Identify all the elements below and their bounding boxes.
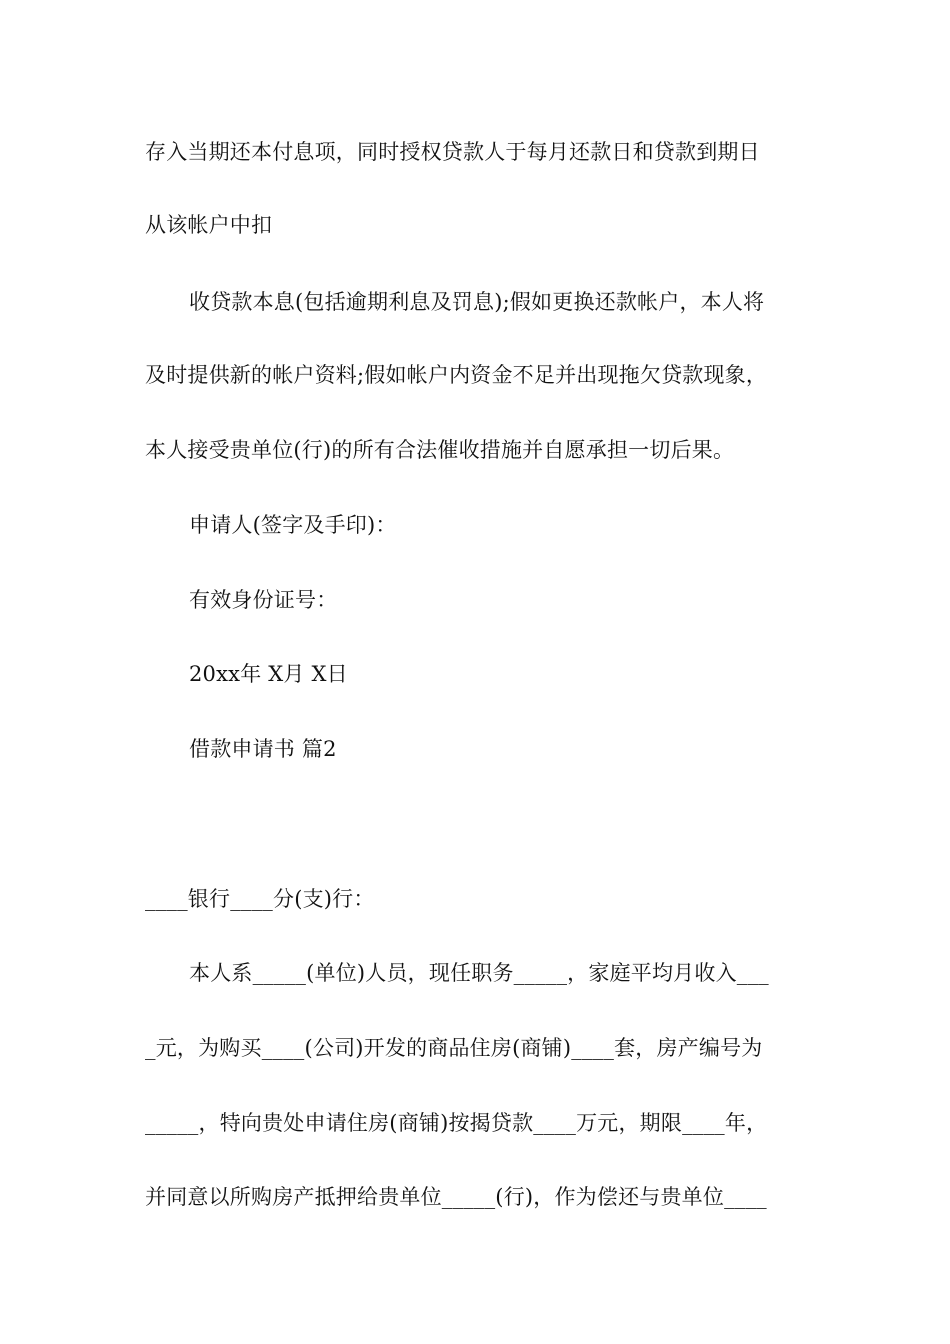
paragraph-line: 本人系_____(单位)人员，现任职务_____，家庭平均月收入___ <box>189 961 769 985</box>
paragraph-line: 收贷款本息(包括逾期利息及罚息);假如更换还款帐户，本人将 <box>189 290 765 314</box>
id-number-label: 有效身份证号： <box>189 588 338 612</box>
section-heading: 借款申请书 篇2 <box>189 737 337 761</box>
paragraph-line: 并同意以所购房产抵押给贵单位_____(行)，作为偿还与贵单位____ <box>145 1185 767 1209</box>
paragraph-line: 本人接受贵单位(行)的所有合法催收措施并自愿承担一切后果。 <box>145 438 735 462</box>
paragraph-line: 及时提供新的帐户资料;假如帐户内资金不足并出现拖欠贷款现象， <box>145 363 768 387</box>
paragraph-line: 存入当期还本付息项，同时授权贷款人于每月还款日和贷款到期日 <box>145 140 760 164</box>
date-line: 20xx年 X月 X日 <box>189 662 348 686</box>
addressee-line: ____银行____分(支)行： <box>145 887 375 911</box>
paragraph-line: _元，为购买____(公司)开发的商品住房(商铺)____套，房产编号为 <box>145 1036 763 1060</box>
signature-label: 申请人(签字及手印)： <box>189 513 397 537</box>
paragraph-line: 从该帐户中扣 <box>145 213 273 237</box>
paragraph-line: _____，特向贵处申请住房(商铺)按揭贷款____万元，期限____年， <box>145 1111 768 1135</box>
